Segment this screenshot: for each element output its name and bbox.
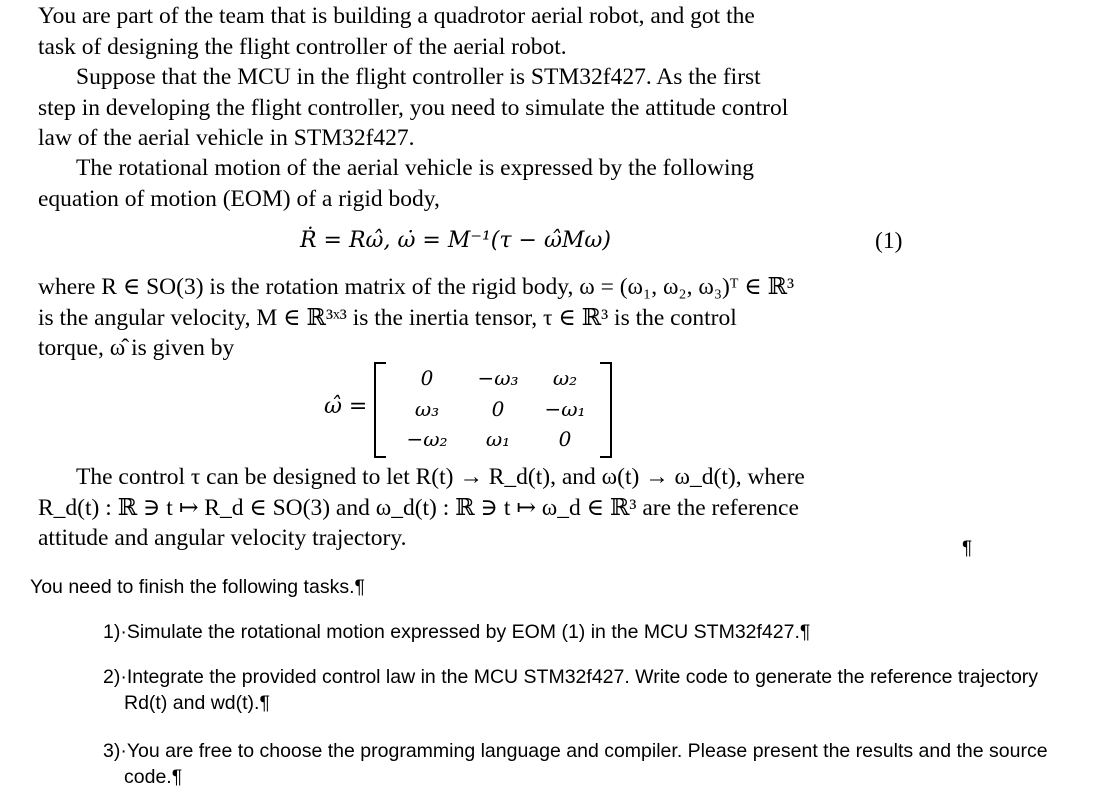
tasks-intro: You need to finish the following tasks.¶ <box>30 576 365 598</box>
equation-1-number: (1) <box>875 228 903 254</box>
text-line: The control τ can be designed to let R(t) → R_d(t), and ω(t) → ω_d(t), where <box>76 464 805 490</box>
matrix-cell: 0 <box>491 397 505 421</box>
matrix-cell: −ω₃ <box>477 366 519 390</box>
matrix-left-bracket <box>374 362 386 458</box>
text-line: equation of motion (EOM) of a rigid body, <box>38 185 440 212</box>
text-line: step in developing the flight controller, you need to simulate the attitude control <box>38 94 789 121</box>
matrix-right-bracket <box>600 362 612 458</box>
matrix-cell: ω₁ <box>485 427 511 451</box>
text-line: where R ∈ SO(3) is the rotation matrix of the rigid body, ω = (ω₁, ω₂, ω₃)ᵀ ∈ ℝ³ <box>38 274 795 300</box>
equation-1: Ṙ = Rω̂, ω̇ = M⁻¹(τ − ω̂Mω) <box>300 228 611 253</box>
task-number: 2)· <box>103 666 127 688</box>
matrix-cell: 0 <box>558 427 572 451</box>
paragraph-control <box>38 462 908 554</box>
matrix-cell: −ω₂ <box>406 427 448 451</box>
matrix-cell: ω₃ <box>414 397 440 421</box>
text-line: R_d(t) : ℝ ∋ t ↦ R_d ∈ SO(3) and ω_d(t) : ℝ ∋ t ↦ ω_d ∈ ℝ³ are the reference <box>38 494 799 521</box>
task-number: 3)· <box>103 740 127 762</box>
text-line: attitude and angular velocity trajectory. <box>38 525 407 551</box>
paragraph-intro <box>38 1 908 62</box>
text-line: is the angular velocity, M ∈ ℝ³ˣ³ is the inertia tensor, τ ∈ ℝ³ is the control <box>38 304 737 331</box>
matrix-cell: −ω₁ <box>544 397 586 421</box>
matrix-cell: ω₂ <box>552 366 578 390</box>
text-line: Suppose that the MCU in the flight controller is STM32f427. As the first <box>76 64 761 90</box>
task-item-1 <box>103 619 1103 645</box>
text-line: You are part of the team that is building a quadrotor aerial robot, and got the <box>38 3 755 29</box>
paragraph-definitions <box>38 272 908 364</box>
task-text: You are free to choose the programming language and compiler. Please present the results and the source <box>126 740 1048 762</box>
paragraph-eom-intro <box>38 153 908 214</box>
task-item-2 <box>103 664 1103 716</box>
task-text-continued: code.¶ <box>124 766 183 788</box>
matrix-lhs: ω̂ = <box>324 394 368 419</box>
paragraph-mcu <box>38 62 908 154</box>
text-line: torque, ω̂ is given by <box>38 335 235 361</box>
text-line: task of designing the flight controller of the aerial robot. <box>38 33 567 60</box>
task-number: 1)· <box>103 621 127 643</box>
text-line: law of the aerial vehicle in STM32f427. <box>38 125 415 151</box>
text-line: The rotational motion of the aerial vehicle is expressed by the following <box>76 155 755 181</box>
task-text: Simulate the rotational motion expressed by EOM (1) in the MCU STM32f427.¶ <box>126 621 811 643</box>
task-text: Integrate the provided control law in the MCU STM32f427. Write code to generate the reference trajectory <box>126 666 1039 688</box>
task-text-continued: Rd(t) and wd(t).¶ <box>124 692 270 714</box>
pilcrow-mark: ¶ <box>962 538 973 559</box>
task-item-3 <box>103 738 1103 790</box>
matrix-cell: 0 <box>420 366 434 390</box>
